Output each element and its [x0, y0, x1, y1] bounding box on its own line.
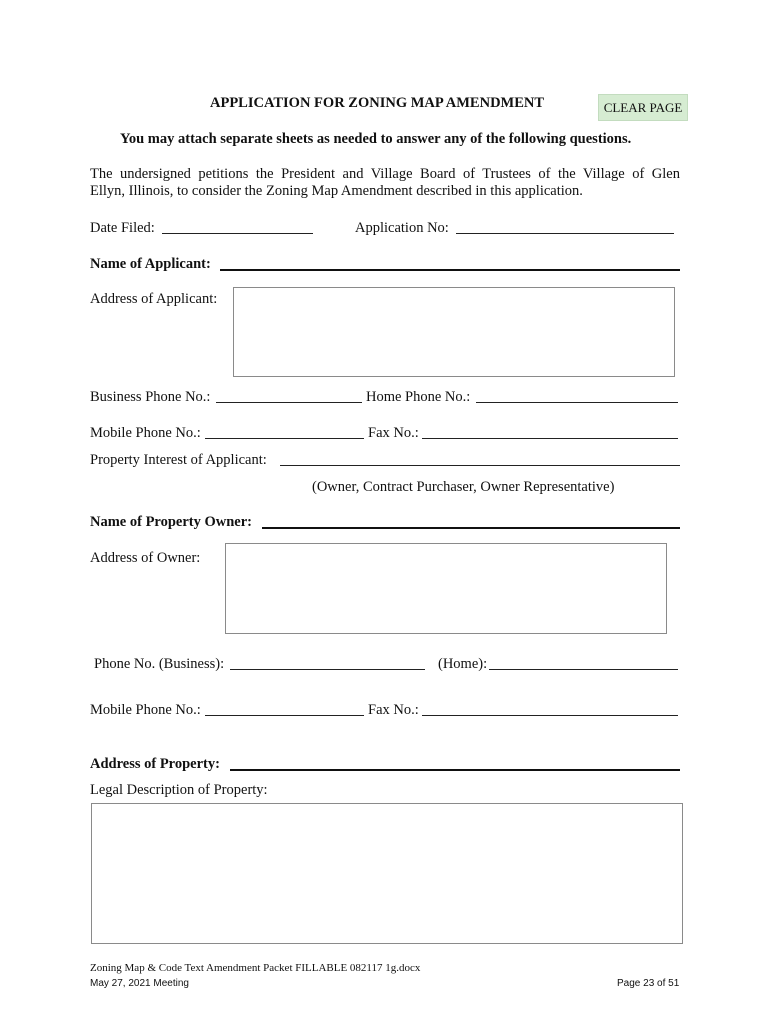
footer-page-number: Page 23 of 51	[617, 978, 680, 989]
owner-phone-home-label: (Home):	[438, 656, 488, 672]
address-of-property-label: Address of Property:	[90, 756, 220, 772]
owner-mobile-label: Mobile Phone No.:	[90, 702, 201, 718]
name-of-applicant-field[interactable]	[220, 269, 680, 271]
legal-description-box[interactable]	[91, 803, 683, 944]
owner-fax-field[interactable]	[422, 715, 678, 716]
owner-phone-business-field[interactable]	[230, 669, 425, 670]
home-phone-field[interactable]	[476, 402, 678, 403]
application-no-field[interactable]	[456, 233, 674, 234]
property-interest-hint: (Owner, Contract Purchaser, Owner Representative)	[312, 479, 615, 495]
intro-paragraph-line2: Ellyn, Illinois, to consider the Zoning Map Amendment described in this application.	[90, 183, 583, 199]
address-of-applicant-label: Address of Applicant:	[90, 291, 218, 307]
page-title: APPLICATION FOR ZONING MAP AMENDMENT	[210, 95, 545, 111]
intro-paragraph-line1: The undersigned petitions the President and Village Board of Trustees of the Village of Glen	[90, 166, 680, 182]
business-phone-label: Business Phone No.:	[90, 389, 211, 405]
home-phone-label: Home Phone No.:	[366, 389, 471, 405]
name-of-owner-field[interactable]	[262, 527, 680, 529]
mobile-phone-field[interactable]	[205, 438, 364, 439]
address-of-owner-label: Address of Owner:	[90, 550, 201, 566]
fax-field[interactable]	[422, 438, 678, 439]
address-of-owner-box[interactable]	[225, 543, 667, 634]
fax-label: Fax No.:	[368, 425, 419, 441]
owner-fax-label: Fax No.:	[368, 702, 419, 718]
legal-description-label: Legal Description of Property:	[90, 782, 268, 798]
clear-page-button[interactable]: CLEAR PAGE	[598, 94, 688, 121]
footer-filename: Zoning Map & Code Text Amendment Packet FILLABLE 082117 1g.docx	[90, 962, 421, 974]
owner-phone-business-label: Phone No. (Business):	[94, 656, 225, 672]
property-interest-label: Property Interest of Applicant:	[90, 452, 267, 468]
property-interest-field[interactable]	[280, 465, 680, 466]
address-of-property-field[interactable]	[230, 769, 680, 771]
business-phone-field[interactable]	[216, 402, 362, 403]
name-of-applicant-label: Name of Applicant:	[90, 256, 211, 272]
application-no-label: Application No:	[355, 220, 449, 236]
owner-mobile-field[interactable]	[205, 715, 364, 716]
address-of-applicant-box[interactable]	[233, 287, 675, 377]
date-filed-field[interactable]	[162, 233, 313, 234]
attach-note: You may attach separate sheets as needed to answer any of the following questions.	[120, 131, 632, 147]
mobile-phone-label: Mobile Phone No.:	[90, 425, 201, 441]
date-filed-label: Date Filed:	[90, 220, 155, 236]
footer-meeting: May 27, 2021 Meeting	[90, 978, 189, 989]
name-of-owner-label: Name of Property Owner:	[90, 514, 252, 530]
owner-phone-home-field[interactable]	[489, 669, 678, 670]
